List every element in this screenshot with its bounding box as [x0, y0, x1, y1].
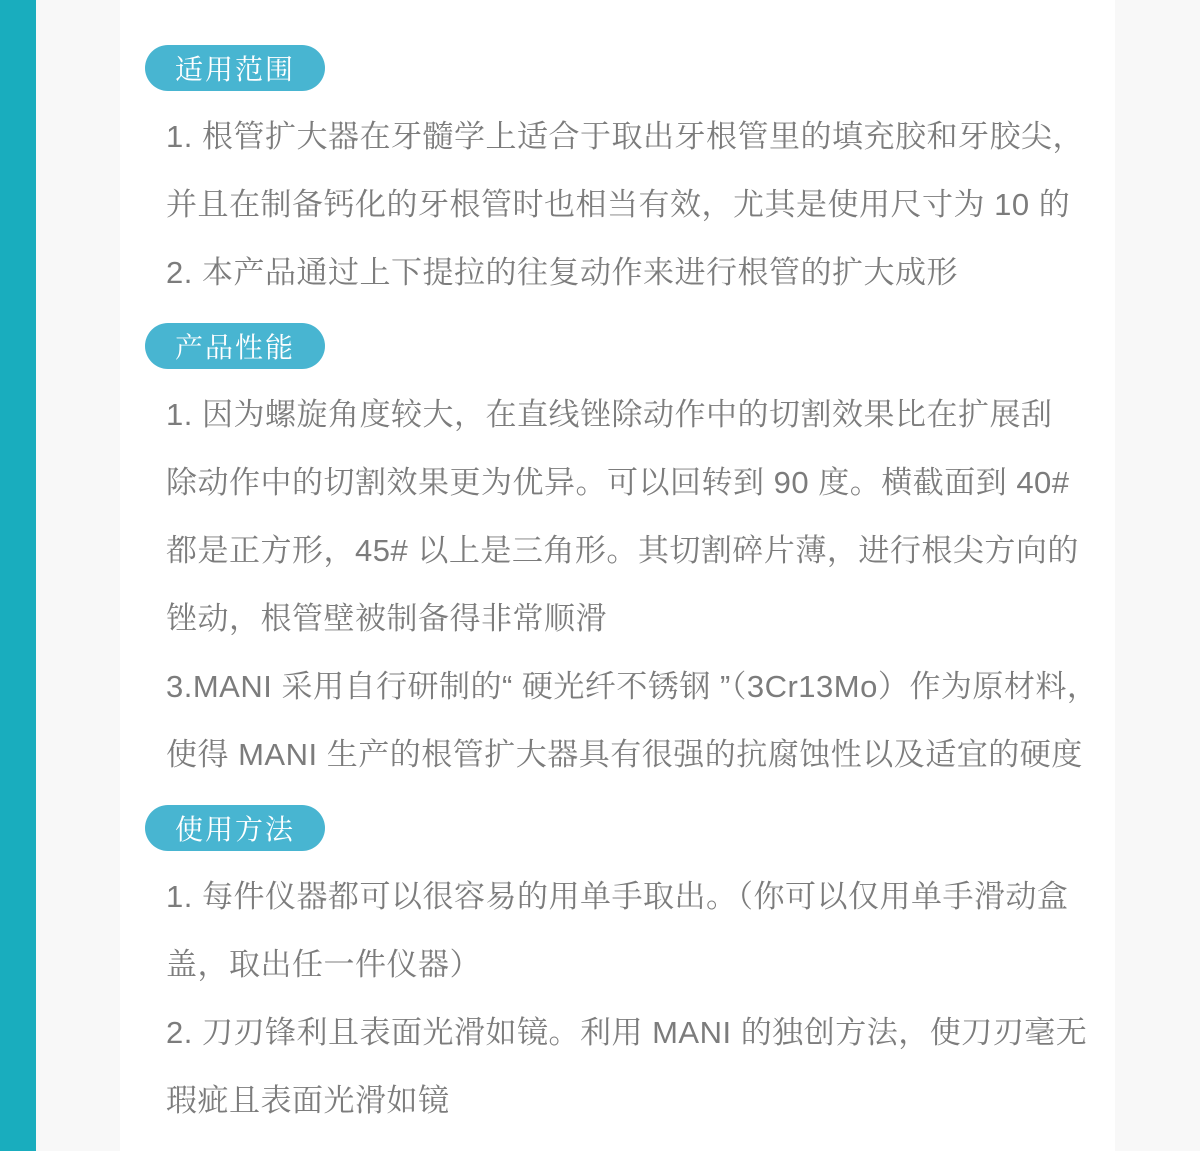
section-badge-scope: 适用范围 [145, 45, 325, 91]
body-line: 都是正方形，45# 以上是三角形。其切割碎片薄，进行根尖方向的 [166, 533, 1079, 568]
left-accent-bar [0, 0, 36, 1151]
content-card [120, 0, 1115, 1151]
body-line: 1. 根管扩大器在牙髓学上适合于取出牙根管里的填充胶和牙胶尖， [166, 119, 1084, 154]
body-line: 1. 因为螺旋角度较大，在直线锉除动作中的切割效果比在扩展刮 [166, 397, 1053, 432]
body-line: 瑕疵且表面光滑如镜 [166, 1083, 450, 1118]
body-line: 并且在制备钙化的牙根管时也相当有效，尤其是使用尺寸为 10 的 [166, 187, 1071, 222]
body-line: 1. 每件仪器都可以很容易的用单手取出。（你可以仅用单手滑动盒 [166, 879, 1069, 914]
body-line: 除动作中的切割效果更为优异。可以回转到 90 度。横截面到 40# [166, 465, 1070, 500]
body-line: 锉动，根管壁被制备得非常顺滑 [166, 601, 607, 636]
section-badge-usage: 使用方法 [145, 805, 325, 851]
body-line: 3.MANI 采用自行研制的“ 硬光纤不锈钢 ”（3Cr13Mo）作为原材料， [166, 669, 1099, 704]
body-line: 使得 MANI 生产的根管扩大器具有很强的抗腐蚀性以及适宜的硬度 [166, 737, 1083, 772]
body-line: 2. 刀刃锋利且表面光滑如镜。利用 MANI 的独创方法，使刀刃毫无 [166, 1015, 1088, 1050]
body-line: 2. 本产品通过上下提拉的往复动作来进行根管的扩大成形 [166, 255, 958, 290]
section-badge-performance: 产品性能 [145, 323, 325, 369]
body-line: 盖，取出任一件仪器） [166, 947, 481, 982]
